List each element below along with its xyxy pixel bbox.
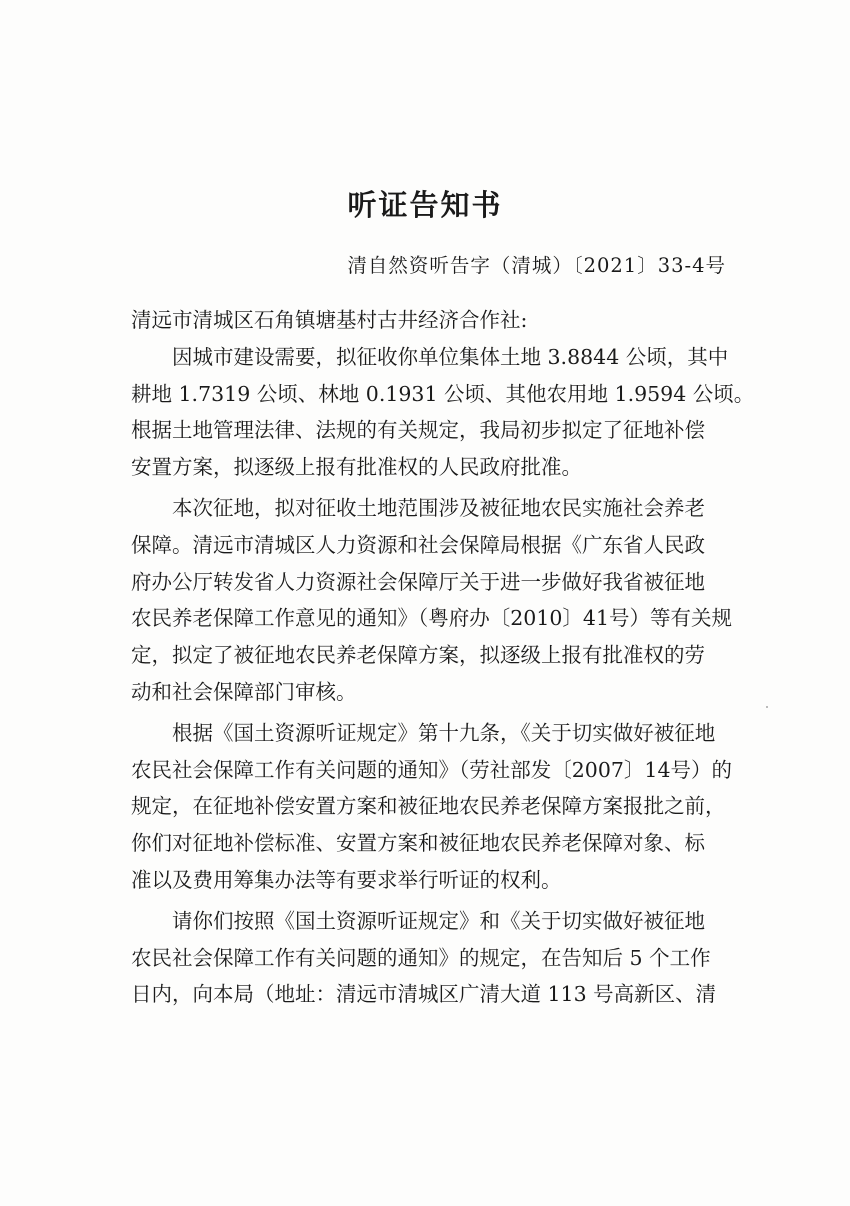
paragraph-4 [131,903,731,1013]
paragraph-line: 因城市建设需要，拟征收你单位集体土地 3.8844 公顷，其中 [172,344,729,369]
paragraph-line: 根据《国土资源听证规定》第十九条，《关于切实做好被征地 [172,720,716,745]
paragraph-line: 准以及费用筹集办法等有要求举行听证的权利。 [131,867,562,892]
paragraph-line: 规定，在征地补偿安置方案和被征地农民养老保障方案报批之前， [131,794,726,819]
paragraph-line: 农民养老保障工作意见的通知》（粤府办〔2010〕41号）等有关规 [131,606,733,631]
paragraph-line: 府办公厅转发省人力资源社会保障厅关于进一步做好我省被征地 [131,569,705,594]
paragraph-3 [131,715,731,899]
paragraph-line: 农民社会保障工作有关问题的通知》的规定，在告知后 5 个工作 [131,945,711,970]
paragraph-line: 本次征地，拟对征收土地范围涉及被征地农民实施社会养老 [172,495,705,520]
paragraph-line: 日内，向本局（地址：清远市清城区广清大道 113 号高新区、清 [131,982,717,1007]
paragraph-line: 请你们按照《国土资源听证规定》和《关于切实做好被征地 [172,908,705,933]
paragraph-line: 定，拟定了被征地农民养老保障方案，拟逐级上报有批准权的劳 [131,643,705,668]
paragraph-line: 耕地 1.7319 公顷、林地 0.1931 公顷、其他农用地 1.9594 公顷。 [131,381,755,406]
paragraph-line: 农民社会保障工作有关问题的通知》（劳社部发〔2007〕14号）的 [131,757,733,782]
paragraph-line: 安置方案，拟逐级上报有批准权的人民政府批准。 [131,455,582,480]
paragraph-line: 动和社会保障部门审核。 [131,679,357,704]
paragraph-1 [131,339,755,486]
scan-speck [766,706,768,708]
paragraph-line: 保障。清远市清城区人力资源和社会保障局根据《广东省人民政 [131,532,705,557]
paragraph-line: 你们对征地补偿标准、安置方案和被征地农民养老保障对象、标 [131,831,705,856]
paragraph-line: 根据土地管理法律、法规的有关规定，我局初步拟定了征地补偿 [131,418,705,443]
addressee: 清远市清城区石角镇塘基村古井经济合作社: [131,308,528,332]
document-title: 听证告知书 [347,188,503,222]
paragraph-2 [131,490,731,711]
document-number: 清自然资听告字（清城）〔2021〕33-4号 [347,254,726,277]
document-body [131,302,755,1013]
